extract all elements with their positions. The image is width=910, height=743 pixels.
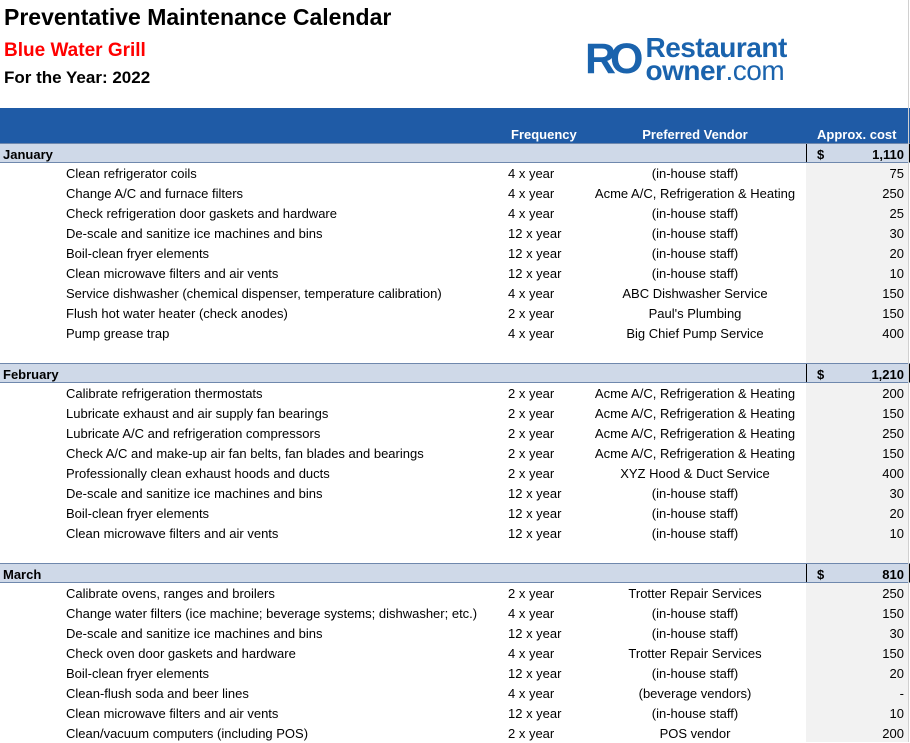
task-cost: 25	[889, 206, 904, 221]
task-cost: 150	[882, 646, 904, 661]
task-description: Clean/vacuum computers (including POS)	[66, 726, 309, 741]
task-cost: 150	[882, 406, 904, 421]
task-description: Check A/C and make-up air fan belts, fan blades and bearings	[66, 446, 424, 461]
month-header-row	[0, 363, 910, 383]
task-cost: 75	[889, 166, 904, 181]
task-vendor: Paul's Plumbing	[648, 306, 742, 321]
month-total-value: 810	[882, 567, 904, 582]
task-vendor: (in-house staff)	[651, 486, 739, 501]
task-vendor: Big Chief Pump Service	[626, 326, 764, 341]
task-description: De-scale and sanitize ice machines and bins	[66, 626, 323, 641]
task-vendor: (in-house staff)	[651, 226, 739, 241]
month-total-currency: $	[817, 367, 825, 382]
restaurant-name: Blue Water Grill	[4, 40, 146, 61]
task-description: Lubricate exhaust and air supply fan bearings	[66, 406, 329, 421]
task-frequency: 2 x year	[508, 426, 555, 441]
task-vendor: Trotter Repair Services	[628, 586, 762, 601]
task-description: Clean microwave filters and air vents	[66, 526, 279, 541]
task-frequency: 2 x year	[508, 386, 555, 401]
logo-wordmark	[645, 32, 787, 86]
task-frequency: 2 x year	[508, 466, 555, 481]
task-cost: 200	[882, 726, 904, 741]
task-description: Service dishwasher (chemical dispenser, temperature calibration)	[66, 286, 442, 301]
task-row	[0, 483, 910, 503]
task-description: Check oven door gaskets and hardware	[66, 646, 296, 661]
task-cost: 150	[882, 306, 904, 321]
task-frequency: 2 x year	[508, 406, 555, 421]
task-row	[0, 623, 910, 643]
task-row	[0, 383, 910, 403]
task-row	[0, 283, 910, 303]
task-description: Boil-clean fryer elements	[66, 246, 210, 261]
task-vendor: (in-house staff)	[651, 506, 739, 521]
task-frequency: 12 x year	[508, 526, 562, 541]
task-description: Calibrate ovens, ranges and broilers	[66, 586, 275, 601]
month-header-row	[0, 563, 910, 583]
task-vendor: (in-house staff)	[651, 706, 739, 721]
task-cost: 30	[889, 626, 904, 641]
column-header-frequency: Frequency	[511, 127, 577, 142]
task-cost: 10	[889, 266, 904, 281]
task-row	[0, 683, 910, 703]
month-header-row	[0, 143, 910, 163]
right-edge-divider	[908, 0, 909, 742]
task-vendor: Acme A/C, Refrigeration & Heating	[594, 446, 796, 461]
task-description: Change A/C and furnace filters	[66, 186, 244, 201]
task-frequency: 2 x year	[508, 306, 555, 321]
logo-line-2-owner: owner	[645, 55, 726, 86]
logo-line-2-domain: .com	[725, 55, 785, 86]
task-row	[0, 243, 910, 263]
task-cost: 400	[882, 326, 904, 341]
year-line: For the Year: 2022	[4, 68, 151, 87]
task-vendor: Acme A/C, Refrigeration & Heating	[594, 386, 796, 401]
task-vendor: (in-house staff)	[651, 526, 739, 541]
task-frequency: 4 x year	[508, 326, 555, 341]
task-frequency: 12 x year	[508, 706, 562, 721]
task-row	[0, 163, 910, 183]
task-vendor: (in-house staff)	[651, 626, 739, 641]
task-row	[0, 603, 910, 623]
task-cost: 20	[889, 246, 904, 261]
month-name: February	[3, 367, 59, 382]
task-row	[0, 463, 910, 483]
task-vendor: (in-house staff)	[651, 666, 739, 681]
task-frequency: 12 x year	[508, 486, 562, 501]
task-frequency: 12 x year	[508, 246, 562, 261]
task-frequency: 2 x year	[508, 726, 555, 741]
task-description: Change water filters (ice machine; beverage systems; dishwasher; etc.)	[66, 606, 478, 621]
logo-line-1: Restaurant	[645, 32, 787, 63]
task-frequency: 4 x year	[508, 606, 555, 621]
task-frequency: 2 x year	[508, 586, 555, 601]
task-vendor: (in-house staff)	[651, 266, 739, 281]
task-frequency: 2 x year	[508, 446, 555, 461]
task-frequency: 4 x year	[508, 686, 555, 701]
task-cost: -	[899, 686, 904, 701]
task-vendor: Acme A/C, Refrigeration & Heating	[594, 406, 796, 421]
task-row	[0, 663, 910, 683]
task-frequency: 4 x year	[508, 206, 555, 221]
month-name: March	[3, 567, 42, 582]
task-vendor: Trotter Repair Services	[628, 646, 762, 661]
task-row	[0, 443, 910, 463]
logo-mark-icon: RO	[585, 35, 638, 83]
month-total-currency: $	[817, 567, 825, 582]
maintenance-table	[0, 143, 910, 742]
task-row	[0, 223, 910, 243]
month-total-value: 1,110	[872, 147, 904, 162]
month-name: January	[3, 147, 53, 162]
task-description: De-scale and sanitize ice machines and bins	[66, 486, 323, 501]
task-description: Calibrate refrigeration thermostats	[66, 386, 263, 401]
task-frequency: 12 x year	[508, 626, 562, 641]
task-cost: 150	[882, 606, 904, 621]
task-frequency: 4 x year	[508, 166, 555, 181]
task-frequency: 12 x year	[508, 666, 562, 681]
task-cost: 30	[889, 486, 904, 501]
month-total-value: 1,210	[871, 367, 904, 382]
task-cost: 250	[882, 586, 904, 601]
task-vendor: Acme A/C, Refrigeration & Heating	[594, 186, 796, 201]
task-row	[0, 723, 910, 743]
task-cost: 150	[882, 286, 904, 301]
task-description: Pump grease trap	[66, 326, 170, 341]
task-cost: 400	[882, 466, 904, 481]
task-description: De-scale and sanitize ice machines and bins	[66, 226, 323, 241]
task-cost: 30	[889, 226, 904, 241]
task-row	[0, 323, 910, 343]
task-frequency: 12 x year	[508, 506, 562, 521]
task-cost: 10	[889, 706, 904, 721]
page-title: Preventative Maintenance Calendar	[4, 4, 392, 30]
logo-line-2	[645, 55, 787, 86]
task-description: Clean-flush soda and beer lines	[66, 686, 249, 701]
task-description: Clean refrigerator coils	[66, 166, 197, 181]
restaurant-owner-logo[interactable]	[585, 32, 787, 86]
task-row	[0, 203, 910, 223]
task-row	[0, 423, 910, 443]
task-description: Clean microwave filters and air vents	[66, 706, 279, 721]
task-description: Boil-clean fryer elements	[66, 666, 210, 681]
task-frequency: 12 x year	[508, 266, 562, 281]
task-row	[0, 263, 910, 283]
task-description: Boil-clean fryer elements	[66, 506, 210, 521]
task-cost: 250	[882, 186, 904, 201]
task-description: Professionally clean exhaust hoods and ducts	[66, 466, 330, 481]
task-row	[0, 703, 910, 723]
task-cost: 150	[882, 446, 904, 461]
task-row	[0, 643, 910, 663]
task-frequency: 4 x year	[508, 186, 555, 201]
task-cost: 20	[889, 506, 904, 521]
task-row	[0, 303, 910, 323]
task-description: Flush hot water heater (check anodes)	[66, 306, 288, 321]
task-description: Clean microwave filters and air vents	[66, 266, 279, 281]
task-cost: 250	[882, 426, 904, 441]
task-vendor: XYZ Hood & Duct Service	[620, 466, 770, 481]
task-vendor: (beverage vendors)	[638, 686, 752, 701]
task-row	[0, 503, 910, 523]
task-frequency: 4 x year	[508, 646, 555, 661]
task-description: Lubricate A/C and refrigeration compressors	[66, 426, 321, 441]
task-row	[0, 583, 910, 603]
month-total-currency: $	[817, 147, 825, 162]
task-vendor: (in-house staff)	[651, 246, 739, 261]
task-vendor: (in-house staff)	[651, 166, 739, 181]
task-cost: 200	[882, 386, 904, 401]
task-frequency: 12 x year	[508, 226, 562, 241]
task-frequency: 4 x year	[508, 286, 555, 301]
task-vendor: (in-house staff)	[651, 606, 739, 621]
task-row	[0, 183, 910, 203]
task-vendor: Acme A/C, Refrigeration & Heating	[594, 426, 796, 441]
task-row	[0, 523, 910, 543]
task-cost: 20	[889, 666, 904, 681]
task-vendor: (in-house staff)	[651, 206, 739, 221]
task-vendor: ABC Dishwasher Service	[622, 286, 768, 301]
task-row	[0, 403, 910, 423]
column-header-cost: Approx. cost	[817, 127, 897, 142]
column-header-vendor: Preferred Vendor	[642, 127, 748, 142]
task-description: Check refrigeration door gaskets and hardware	[66, 206, 337, 221]
task-cost: 10	[889, 526, 904, 541]
task-vendor: POS vendor	[659, 726, 731, 741]
